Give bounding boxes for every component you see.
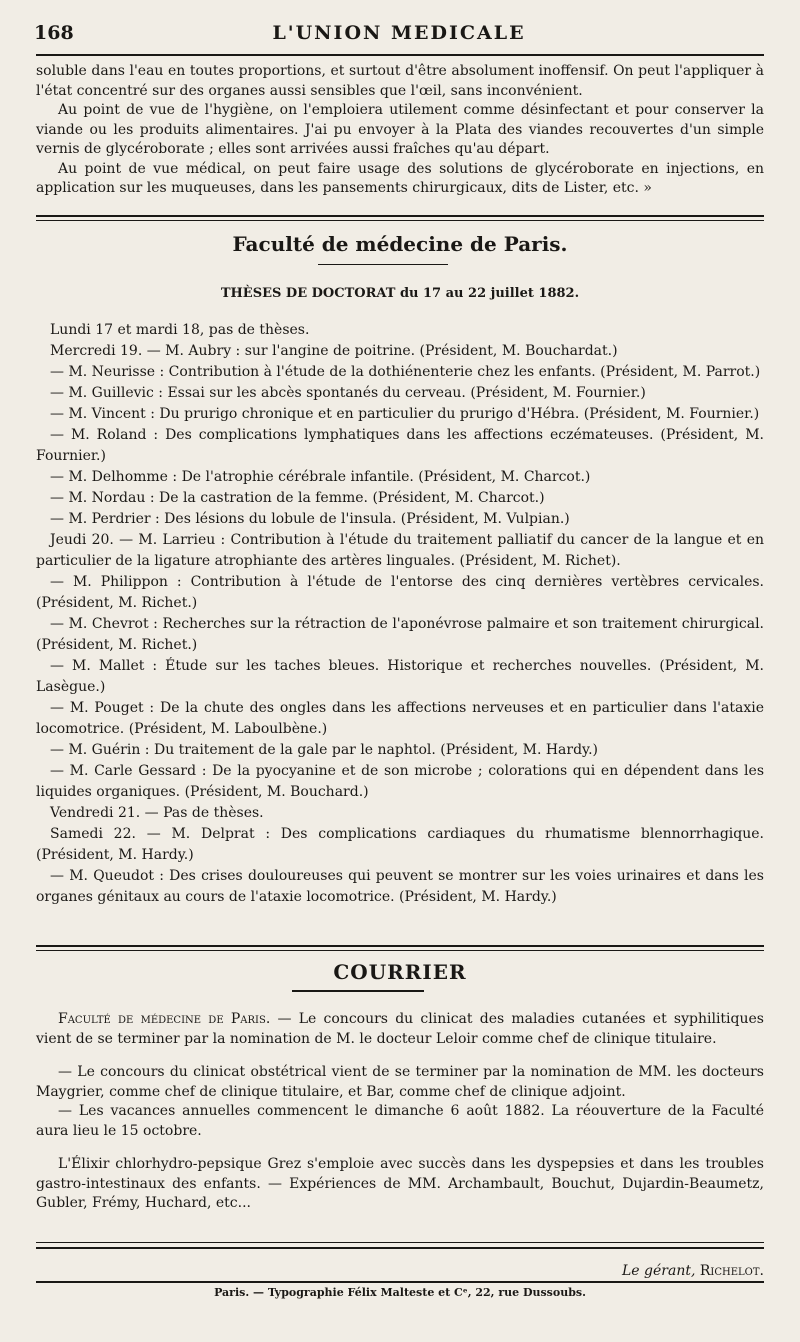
courrier-double-rule — [36, 950, 764, 951]
thesis-entry: Jeudi 20. — M. Larrieu : Contribution à l'étude du traitement palliatif du cancer de la langue et en particulier de la ligature atrophiante des artères linguales. (Président, M. Richet). — [36, 532, 764, 569]
thesis-entry: Vendredi 21. — Pas de thèses. — [50, 805, 264, 821]
theses-list — [36, 320, 764, 908]
courrier-paragraph: — Le concours du clinicat obstétrical vient de se terminer par la nomination de MM. les docteurs Maygrier, comme chef de clinique titulaire, et Bar, comme chef de clinique adjoint. — [36, 1064, 764, 1100]
courrier-paragraph: — Les vacances annuelles commencent le dimanche 6 août 1882. La réouverture de la Faculté aura lieu le 15 octobre. — [36, 1103, 764, 1139]
footer-rule — [36, 1281, 764, 1283]
courrier-first-label: Faculté de médecine de Paris. — [58, 1011, 271, 1027]
signature-name: Richelot. — [699, 1263, 764, 1279]
page-header — [34, 22, 764, 52]
courrier-title: COURRIER — [333, 960, 467, 984]
thesis-entry: — M. Mallet : Étude sur les taches bleues. Historique et recherches nouvelles. (Président, M. Lasègue.) — [36, 658, 764, 695]
thesis-entry: Samedi 22. — M. Delprat : Des complications cardiaques du rhumatisme blennorrhagique. (Président, M. Hardy.) — [36, 826, 764, 863]
thesis-entry: — M. Neurisse : Contribution à l'étude de la dothiénenterie chez les enfants. (Président, M. Parrot.) — [50, 364, 761, 380]
intro-text — [36, 62, 764, 199]
journal-title: L'UNION MEDICALE — [272, 22, 526, 44]
intro-paragraph: Au point de vue médical, on peut faire usage des solutions de glycéroborate en injections, en application sur les muqueuses, dans les pansements chirurgicaux, dits de Lister, etc. » — [36, 160, 764, 196]
section-double-rule — [36, 215, 764, 217]
thesis-entry: — M. Guérin : Du traitement de la gale par le naphtol. (Président, M. Hardy.) — [50, 742, 599, 758]
title-short-rule — [318, 264, 448, 265]
thesis-entry: — M. Pouget : De la chute des ongles dans les affections nerveuses et en particulier dans l'ataxie locomotrice. (Président, M. Laboulbène.) — [36, 700, 764, 737]
courrier-short-rule — [292, 990, 424, 992]
thesis-entry: — M. Chevrot : Recherches sur la rétraction de l'aponévrose palmaire et son traitement chirurgical. (Président, M. Richet.) — [36, 616, 764, 653]
intro-paragraph: soluble dans l'eau en toutes proportions, et surtout d'être absolument inoffensif. On peut l'appliquer à l'état concentré sur des organes aussi sensibles que l'œil, sans inconvénient. — [36, 63, 764, 99]
theses-subtitle: THÈSES DE DOCTORAT du 17 au 22 juillet 1882. — [220, 286, 580, 301]
header-rule — [36, 54, 764, 56]
section-double-rule — [36, 220, 764, 221]
courrier-double-rule — [36, 945, 764, 947]
advert-paragraph: L'Élixir chlorhydro-pepsique Grez s'emploie avec succès dans les dyspepsies et dans les troubles gastro-intestinaux des enfants. — Expériences de MM. Archambault, Bouchut, Dujardin-Beaumetz, Gubler, Frémy, Huchard, etc... — [36, 1156, 764, 1211]
thesis-entry: — M. Nordau : De la castration de la femme. (Président, M. Charcot.) — [50, 490, 545, 506]
intro-paragraph: Au point de vue de l'hygiène, on l'emploiera utilement comme désinfectant et pour conserver la viande ou les produits alimentaires. J'ai pu envoyer à la Plata des viandes recouvertes d'un simple vernis de glycéroborate ; elles sont arrivées aussi fraîches qu'au départ. — [36, 102, 764, 157]
thesis-entry: — M. Carle Gessard : De la pyocyanine et de son microbe ; colorations qui en dépendent dans les liquides organiques. (Président, M. Bouchard.) — [36, 763, 764, 800]
thesis-entry: — M. Queudot : Des crises douloureuses qui peuvent se montrer sur les voies urinaires et dans les organes génitaux au cours de l'ataxie locomotrice. (Président, M. Hardy.) — [36, 868, 764, 905]
courrier-text — [36, 1010, 764, 1214]
thesis-entry: Lundi 17 et mardi 18, pas de thèses. — [50, 322, 310, 338]
thesis-entry: — M. Guillevic : Essai sur les abcès spontanés du cerveau. (Président, M. Fournier.) — [50, 385, 646, 401]
thesis-entry: — M. Roland : Des complications lymphatiques dans les affections eczémateuses. (Président, M. Fournier.) — [36, 427, 764, 464]
faculte-title: Faculté de médecine de Paris. — [232, 232, 568, 256]
thesis-entry: — M. Philippon : Contribution à l'étude de l'entorse des cinq dernières vertèbres cervicales. (Président, M. Richet.) — [36, 574, 764, 611]
courrier-first-text: — Le concours du clinicat des maladies cutanées et syphilitiques vient de se terminer par la nomination de M. le docteur Leloir comme chef de clinique titulaire. — [36, 1011, 764, 1047]
thesis-entry: — M. Vincent : Du prurigo chronique et en particulier du prurigo d'Hébra. (Président, M. Fournier.) — [50, 406, 760, 422]
thesis-entry: Mercredi 19. — M. Aubry : sur l'angine de poitrine. (Président, M. Bouchardat.) — [50, 343, 618, 359]
bottom-rule — [36, 1242, 764, 1243]
bottom-rule — [36, 1247, 764, 1249]
signature-label: Le gérant, — [622, 1263, 696, 1279]
page-number: 168 — [34, 22, 74, 44]
thesis-entry: — M. Perdrier : Des lésions du lobule de l'insula. (Président, M. Vulpian.) — [50, 511, 570, 527]
thesis-entry: — M. Delhomme : De l'atrophie cérébrale infantile. (Président, M. Charcot.) — [50, 469, 591, 485]
printer-line: Paris. — Typographie Félix Malteste et Cᵉ, 22, rue Dussoubs. — [214, 1286, 586, 1299]
signature — [622, 1263, 764, 1279]
